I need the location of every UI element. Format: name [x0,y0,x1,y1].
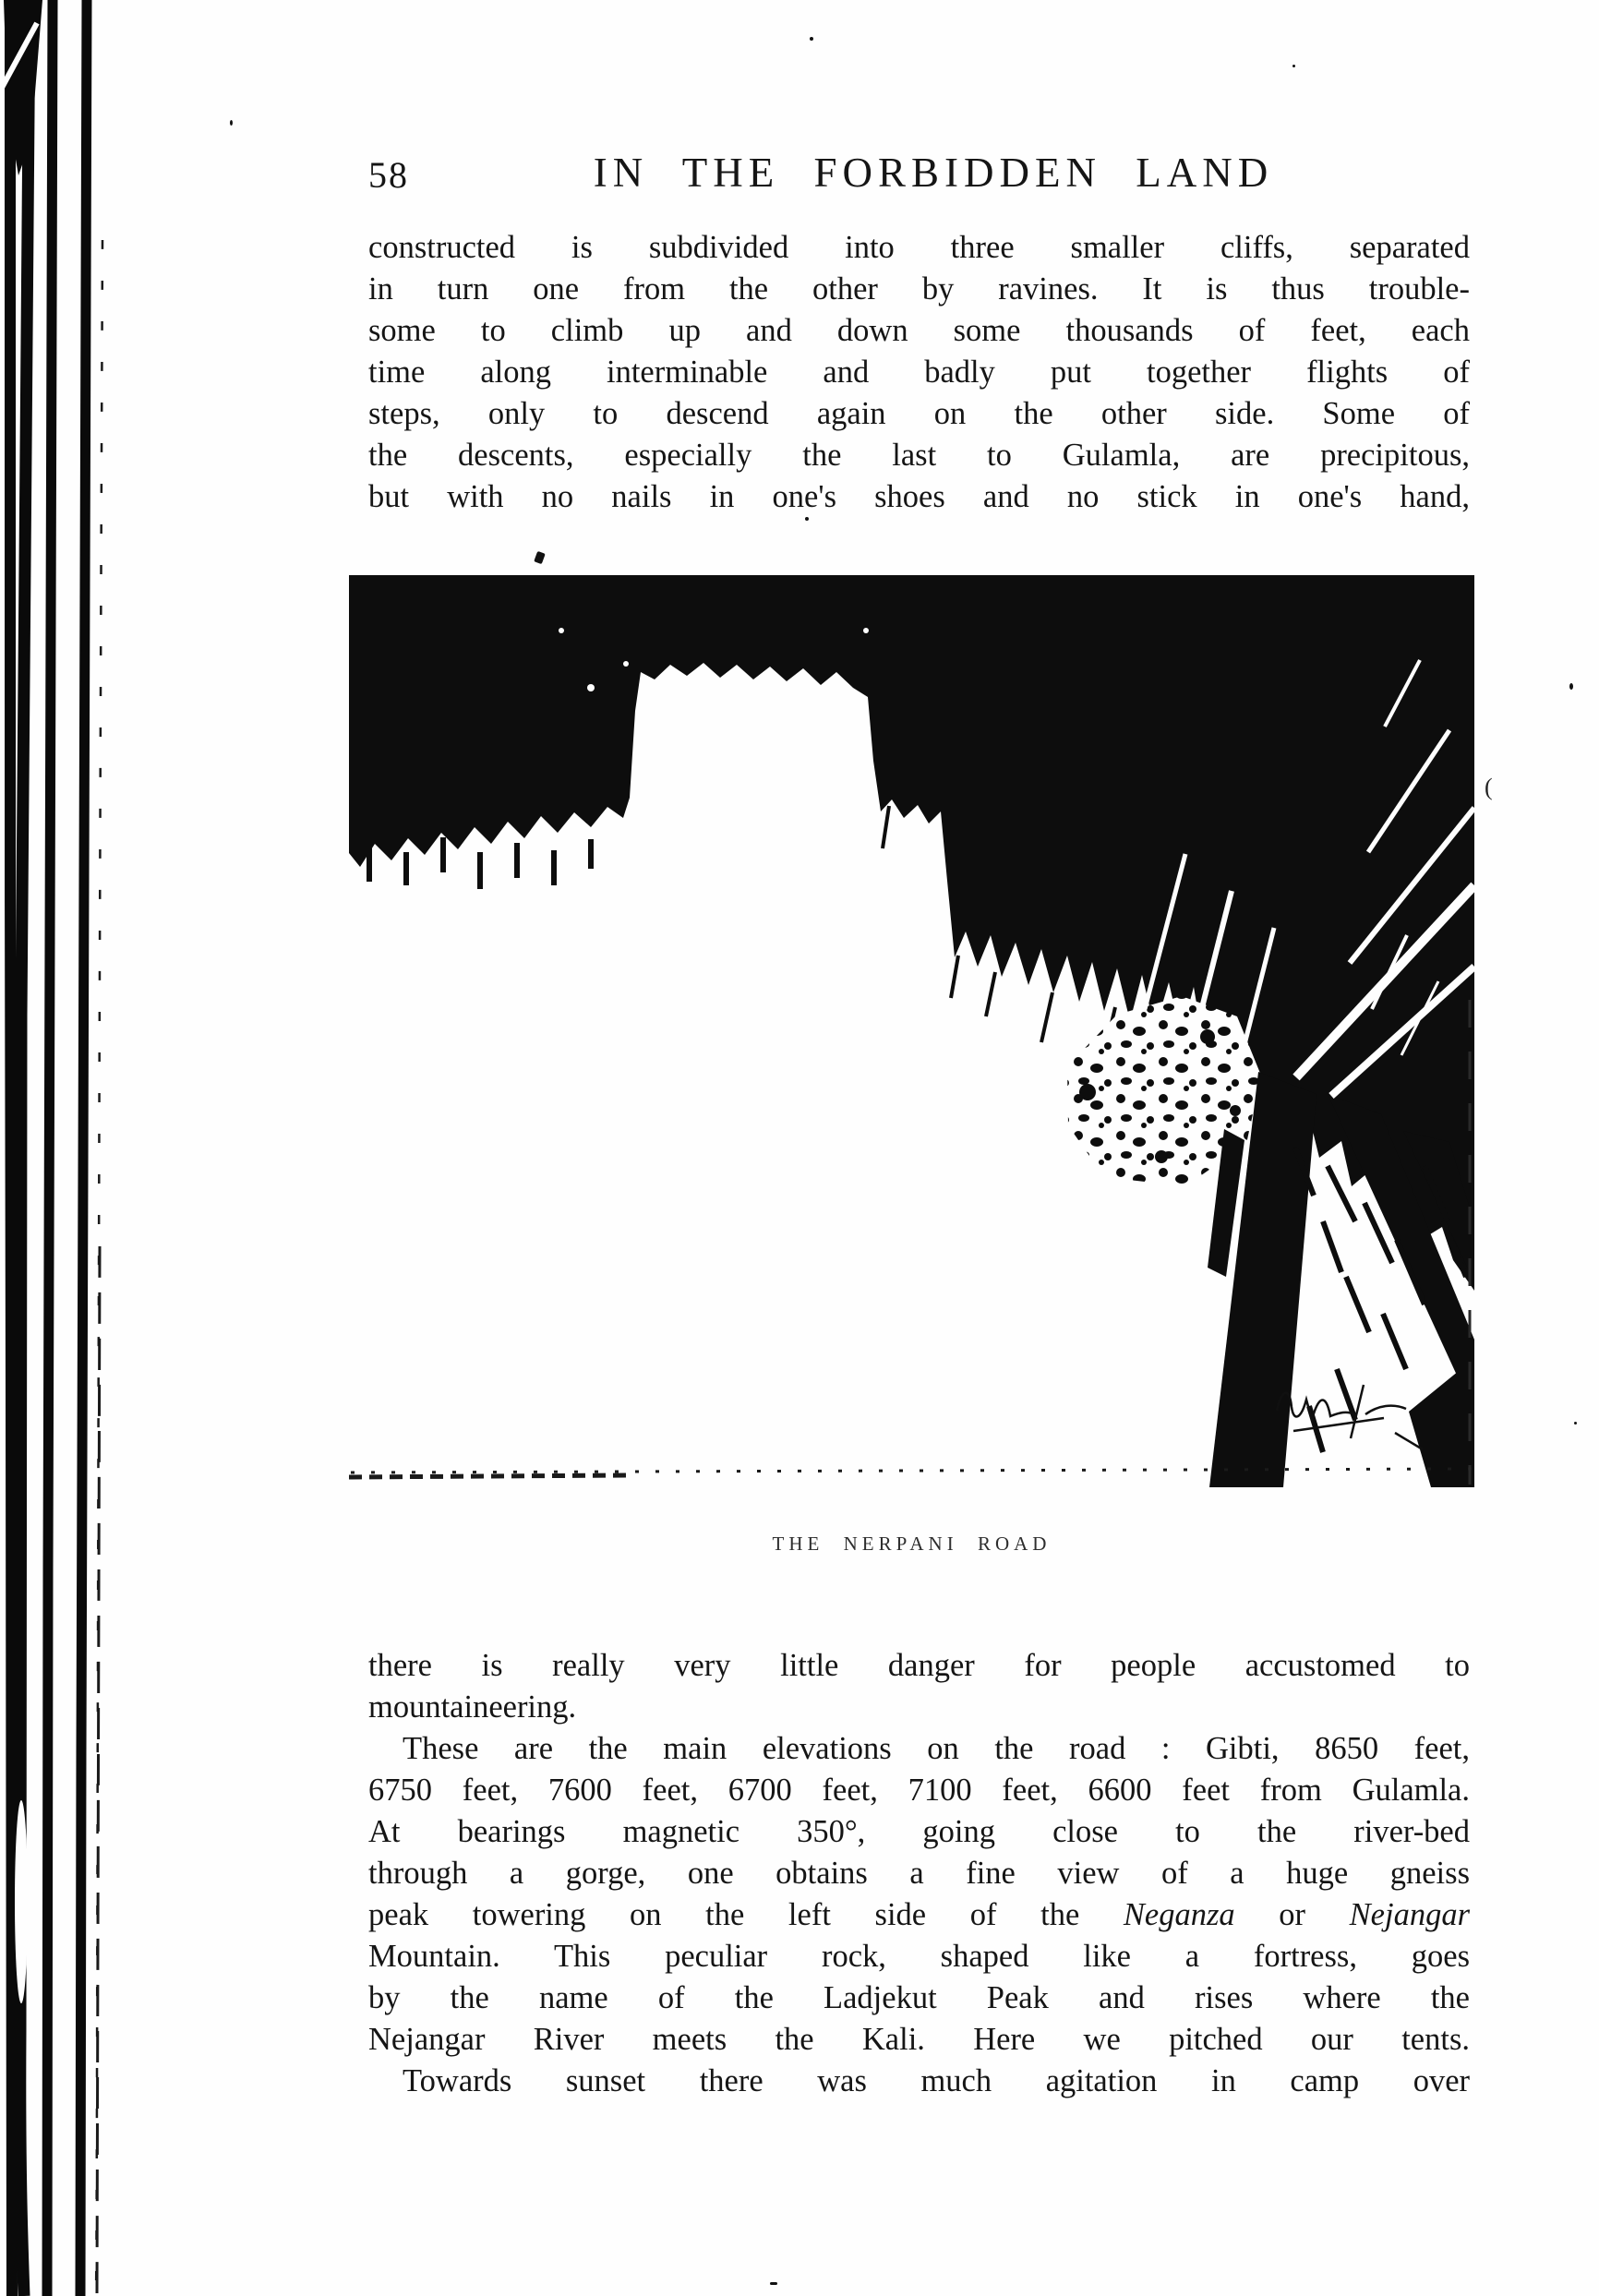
text-line: Towards sunset there was much agitation in camp over [403,2063,1470,2098]
paragraph-top [368,227,1470,518]
text-line: mountaineering. [368,1689,577,1725]
binding-gutter-shadow [0,0,115,2296]
paragraph-sunset [368,2061,1470,2102]
text-line: by the name of the Ladjekut Peak and rises where the [368,1980,1470,2015]
ink-speck [810,37,813,41]
figure-caption: THE NERPANI ROAD [772,1533,1052,1555]
paragraph-elevations [368,1728,1470,2061]
paragraph-after-figure [368,1645,1470,1728]
ink-speck [1574,1422,1577,1424]
page-title: IN THE FORBIDDEN LAND [593,150,1274,196]
text-line: constructed is subdivided into three smaller cliffs, separated [368,230,1470,265]
signature-squiggle [1277,1385,1423,1449]
ink-speck-paren: ( [1485,774,1493,800]
text-line: 6750 feet, 7600 feet, 6700 feet, 7100 feet, 6600 feet from Gulamla. [368,1773,1470,1808]
ink-speck [1569,683,1573,690]
text-line: steps, only to descend again on the other side. Some of [368,396,1470,431]
text-line: some to climb up and down some thousands of feet, each [368,313,1470,348]
text-line: peak towering on the left side of the Neganza or Nejangar [368,1897,1471,1932]
text-line: through a gorge, one obtains a fine view of a huge gneiss [368,1856,1470,1891]
ink-speck [770,2282,777,2285]
text-line: time along interminable and badly put together flights of [368,355,1470,390]
text-line: there is really very little danger for people accustomed to [368,1648,1470,1683]
text-line: These are the main elevations on the road : Gibti, 8650 feet, [403,1731,1470,1766]
nerpani-road-photo-illustration [349,575,1474,1487]
ink-speck [1292,65,1295,67]
text-line: Nejangar River meets the Kali. Here we pitched our tents. [368,2022,1470,2057]
ink-speck [534,551,546,564]
text-line: At bearings magnetic 350°, going close to the river-bed [368,1814,1470,1849]
text-line: but with no nails in one's shoes and no stick in one's hand, [368,479,1470,514]
figure-photo [349,575,1474,1487]
ink-speck [230,120,233,126]
text-line: Mountain. This peculiar rock, shaped like a fortress, goes [368,1939,1470,1974]
page-number: 58 [368,154,409,196]
text-line: in turn one from the other by ravines. It is thus trouble- [368,271,1470,307]
text-line: the descents, especially the last to Gulamla, are precipitous, [368,438,1470,473]
ink-speck [805,517,809,521]
